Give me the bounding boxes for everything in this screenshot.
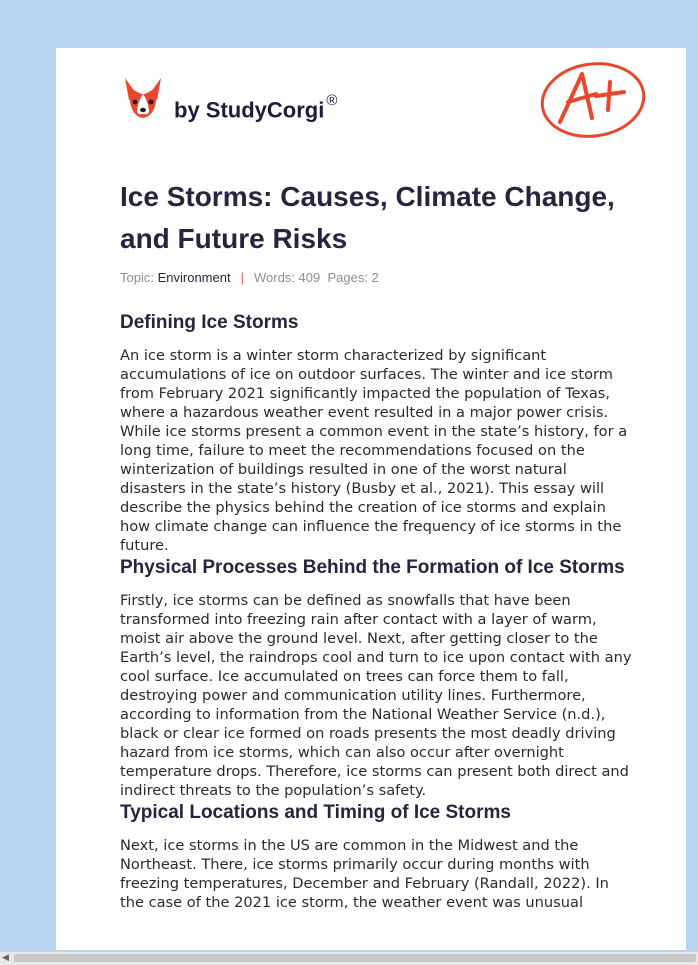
topic-label: Topic: [120,270,154,285]
a-plus-grade-icon [538,58,648,144]
scrollbar-thumb[interactable] [14,954,696,962]
section-paragraph: Next, ice storms in the US are common in the Midwest and the Northeast. There, ice storms primarily occur during months with freezing temperatures, December and February (Randall, 2022). In the case of the 2021 ice storm, the weather event was unusual [120,837,609,911]
scroll-left-icon[interactable]: ◀ [2,953,9,963]
article-title: Ice Storms: Causes, Climate Change, and Future Risks [120,181,615,254]
document-page [56,48,686,950]
page-count: Pages: 2 [327,270,379,285]
brand-name[interactable] [174,92,338,123]
section-heading: Physical Processes Behind the Formation of Ice Storms [120,557,625,578]
brand-text: by StudyCorgi [174,97,325,123]
section-heading: Typical Locations and Timing of Ice Storms [120,802,511,823]
section-paragraph: Firstly, ice storms can be defined as snowfalls that have been transformed into freezing rain after contact with a layer of warm, moist air above the ground level. Next, after getting closer to the Earth’s level, the raindrops cool and turn to ice upon contact with any cool surface. Ice accumulated on trees can force them to fall, destroying power and communication utility lines. Furthermore, according to information from the National Weather Service (n.d.), black or clear ice formed on roads presents the most deadly driving hazard from ice storms, which can also occur after overnight temperature drops. Therefore, ice storms can present both direct and indirect threats to the population’s safety. [120,592,632,799]
section-paragraph: An ice storm is a winter storm characterized by significant accumulations of ice on outdoor surfaces. The winter and ice storm from February 2021 significantly impacted the population of Texas, where a hazardous weather event resulted in a major power crisis. While ice storms present a common event in the state’s history, for a long time, failure to meet the recommendations focused on the winterization of buildings resulted in one of the worst natural disasters in the state’s history (Busby et al., 2021). This essay will describe the physics behind the creation of ice storms and explain how climate change can influence the frequency of ice storms in the future. [120,347,628,554]
registered-mark: ® [326,92,338,109]
word-count: Words: 409 [253,270,321,285]
section-heading: Defining Ice Storms [120,312,299,333]
article-body [120,311,632,912]
meta-separator: | [240,270,244,285]
horizontal-scrollbar[interactable] [0,951,698,965]
article-meta [120,270,379,285]
corgi-logo-icon[interactable] [121,76,165,122]
topic-link[interactable]: Environment [157,270,231,285]
